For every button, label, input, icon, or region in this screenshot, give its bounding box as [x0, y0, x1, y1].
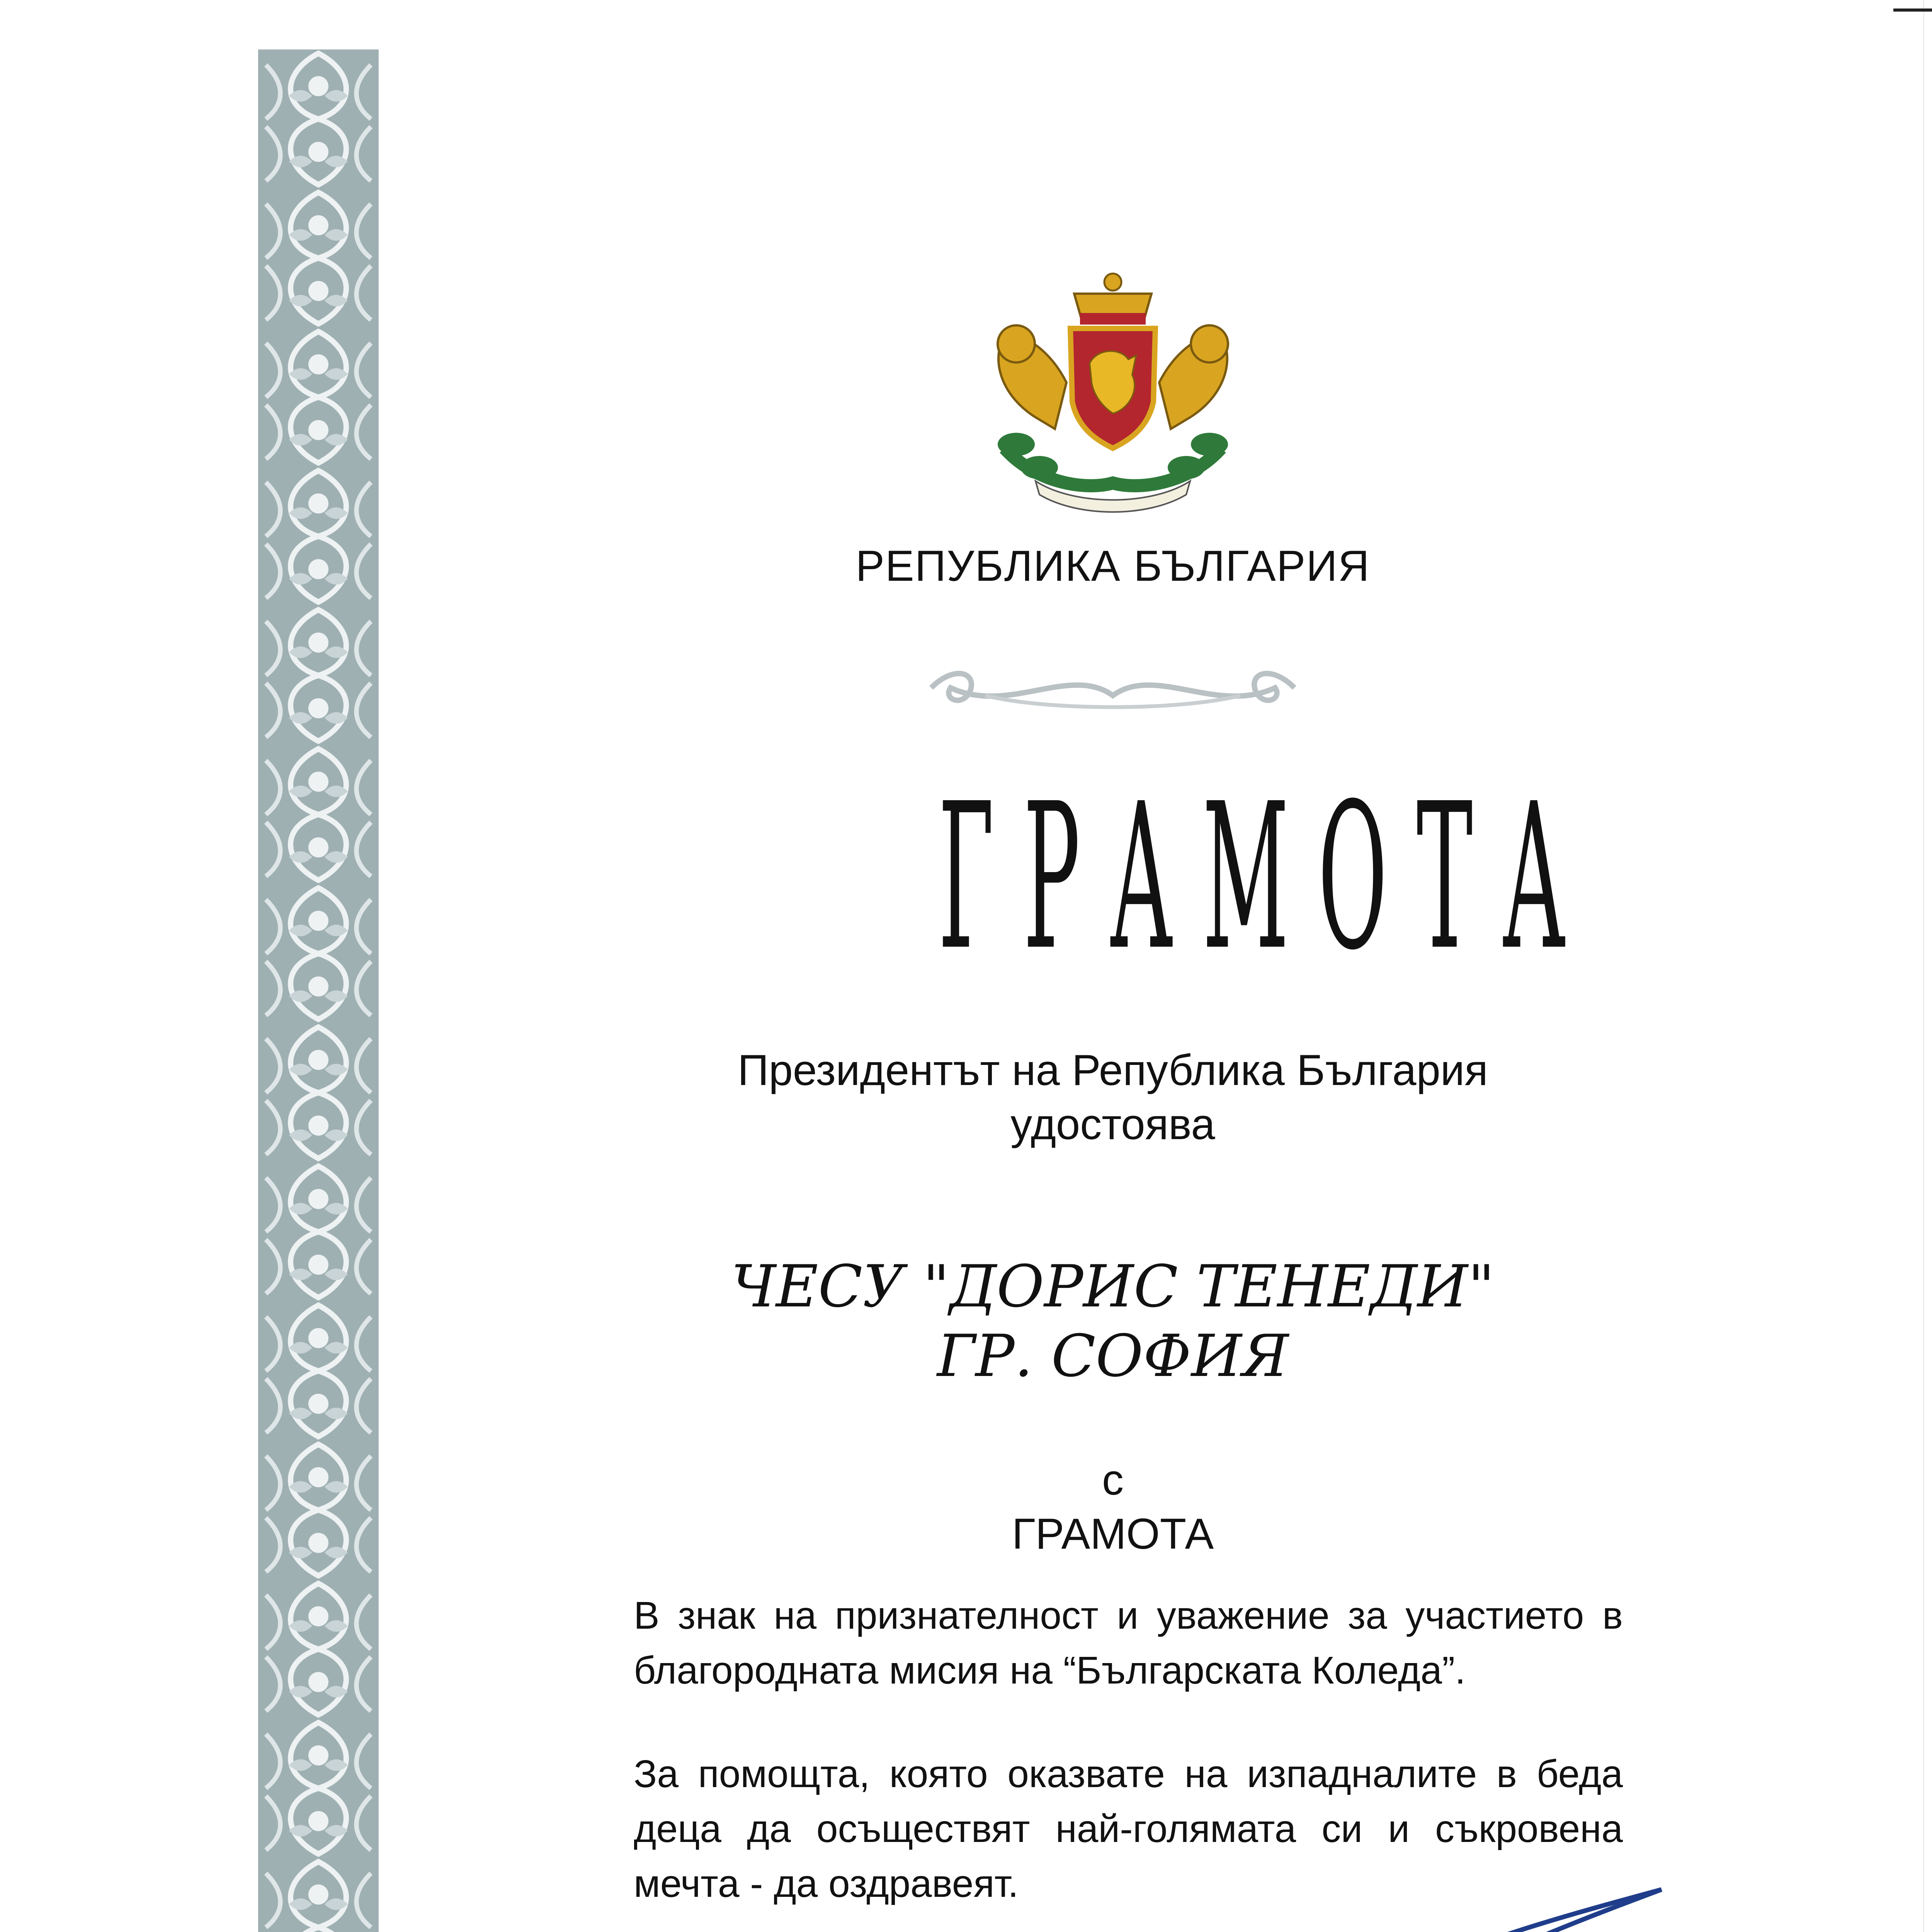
awardee-block: [580, 1252, 1646, 1391]
awardee-name: ЧЕСУ "ДОРИС ТЕНЕДИ": [731, 1253, 1495, 1320]
intro-text: [580, 1043, 1646, 1151]
corner-mark: [1893, 9, 1932, 12]
paragraph-help: За помощта, която оказвате на изпадналите в беда деца да осъществят най-голямата си и съкровена мечта - да оздравеят.: [634, 1752, 1623, 1905]
award-block: [580, 1453, 1646, 1561]
page-edge-line: [1923, 0, 1924, 1932]
country-heading: РЕПУБЛИКА БЪЛГАРИЯ: [855, 542, 1370, 590]
intro-line-2: удостоява: [1010, 1100, 1215, 1148]
top-flourish-ornament: [908, 649, 1318, 726]
intro-line-1: Президентът на Република България: [738, 1046, 1488, 1094]
bottom-flourish-ornament: [908, 1928, 1318, 1932]
document-title: ГРАМОТА: [938, 760, 1595, 994]
coat-of-arms-emblem: [958, 267, 1267, 514]
ornamental-border: [258, 49, 379, 1932]
award-type: ГРАМОТА: [1012, 1510, 1214, 1558]
awardee-city: ГР. СОФИЯ: [937, 1323, 1289, 1390]
paragraph-gratitude: В знак на признателност и уважение за участието в благородната мисия на “Българската Коледа”.: [634, 1594, 1623, 1692]
president-signature: [1306, 1882, 1669, 1932]
award-preposition: с: [1102, 1456, 1124, 1504]
